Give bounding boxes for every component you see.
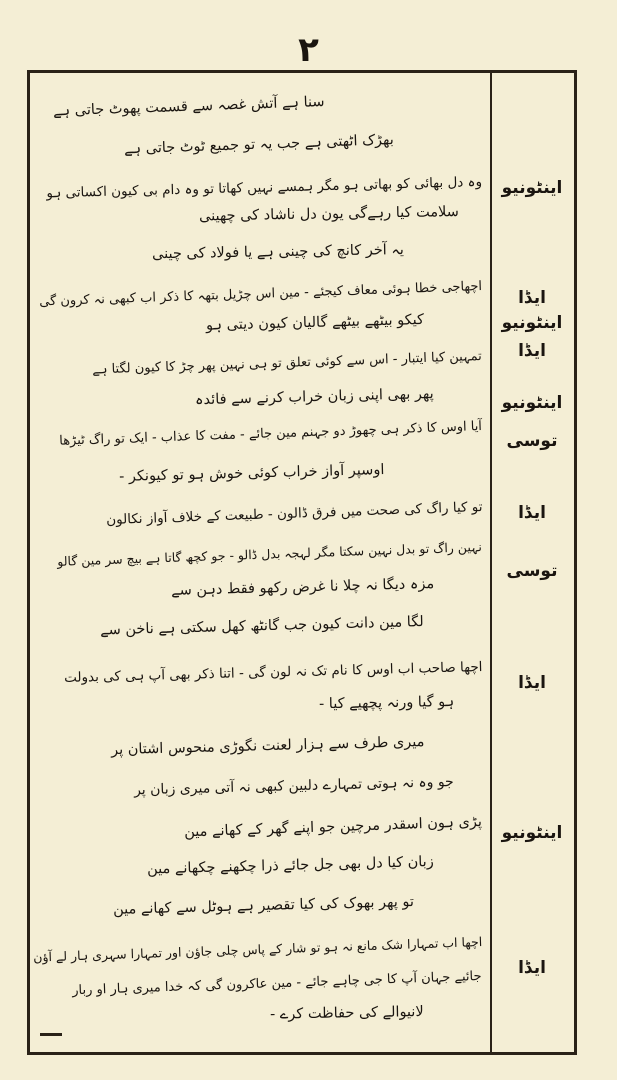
speaker-tosi-2: توسی (506, 561, 558, 581)
text-line: زبان کیا دل بھی جل جائے ذرا چکھنے چکھانے مین (147, 854, 435, 878)
speaker-antonio-4: اینٹونیو (501, 823, 563, 843)
text-line: کیکو بیٹھے بیٹھے گالیان کیون دیتی ہو (205, 312, 425, 334)
speaker-ida-4: ایڈا (518, 673, 546, 693)
text-line: نہین راگ تو بدل نہین سکتا مگر لہجہ بدل ڈالو - جو کچھ گاتا ہے بیچ سر مین گالو (57, 539, 483, 569)
text-line: بھڑک اٹھتی ہے جب یہ تو جمیع ٹوٹ جاتی ہے (124, 132, 395, 158)
speaker-tosi-1: توسی (506, 431, 558, 451)
page-frame (27, 70, 577, 1055)
text-line: سلامت کیا رہےگی یون دل ناشاد کی چھینی (199, 204, 460, 225)
text-line: پھر بھی اپنی زبان خراب کرنے سے فائدہ (195, 386, 435, 409)
text-line: ہو گیا ورنہ پچھیے کیا - (318, 694, 455, 713)
speaker-ida-2: ایڈا (518, 341, 546, 361)
page-number: ۲ (298, 30, 319, 70)
speaker-ida-1: ایڈا (518, 288, 546, 308)
speaker-ida-5: ایڈا (518, 958, 546, 978)
text-line: اچھا اب تمہارا شک مانع نہ ہو تو شار کے پاس چلی جاؤن اور تمہارا سہری ہار لے آؤن (32, 934, 483, 965)
text-line: تو کیا راگ کی صحت میں فرق ڈالون - طبیعت کے خلاف آواز نکالون (105, 499, 483, 529)
text-line: جو وہ نہ ہوتی تمہارے دلبین کبھی نہ آتی میری زبان پر (134, 774, 455, 799)
text-line: تمہین کیا ایتبار - اس سے کوئی تعلق تو ہی نہین پھر چڑ کا کیون لگتا ہے (92, 349, 483, 378)
speaker-ida-3: ایڈا (518, 503, 546, 523)
margin-rule (40, 1033, 62, 1036)
text-line: اچھاجی خطا ہوئی معاف کیجئے - مین اس چڑیل بتھہ کا ذکر اب کبھی نہ کرون گی (38, 279, 483, 310)
text-line: اوسپر آواز خراب کوئی خوش ہو تو کیونکر - (118, 462, 385, 485)
text-line: مزہ دیگا نہ چلا نا غرض رکھو فقط دہن سے (170, 576, 435, 599)
speaker-antonio-2: اینٹونیو (501, 313, 563, 333)
text-line: اچھا صاحب اب اوس کا نام تک نہ لون گی - اتنا ذکر بھی آپ ہی کی بدولت (63, 659, 483, 686)
speaker-antonio-1: اینٹونیو (501, 178, 563, 198)
text-line: سنا ہے آتش غصہ سے قسمت پھوٹ جاتی ہے (52, 94, 325, 120)
text-line: جائیے جہان آپ کا جی چاہے جائے - مین عاکرون گی کہ خدا میری ہار او ربار (72, 969, 483, 999)
text-line: لانیوالے کی حفاظت کرے - (270, 1004, 425, 1023)
text-line: تو پھر بھوک کی کیا تقصیر ہے ہوٹل سے کھانے مین (113, 894, 415, 918)
text-line: آیا اوس کا ذکر ہی چھوڑ دو جہنم مین جائے - مفت کا عذاب - ایک تو راگ ٹیڑھا (59, 419, 483, 449)
text-line: وہ دل بھائی کو بھاتی ہو مگر ہمسے نہیں کھاتا تو وہ دام بی کیون اکساتی ہو (46, 174, 483, 202)
text-line: پڑی ہون اسقدر مرچین جو اپنے گھر کے کھانے مین (184, 814, 483, 841)
text-line: میری طرف سے ہزار لعنت نگوڑی منحوس اشتان پر (110, 734, 425, 759)
text-line: لگا مین دانت کیون جب گانٹھ کھل سکتی ہے ناخن سے (100, 614, 425, 639)
text-line: یہ آخر کانچ کی چینی ہے یا فولاد کی چینی (151, 242, 405, 263)
speaker-antonio-3: اینٹونیو (501, 393, 563, 413)
